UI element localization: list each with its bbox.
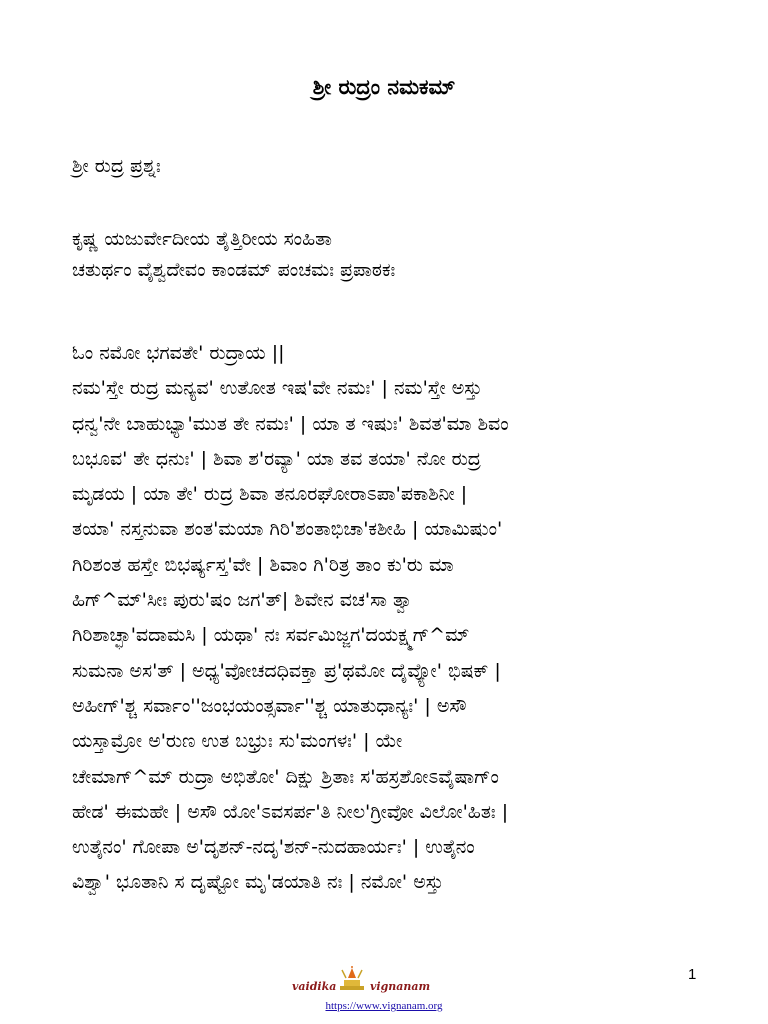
page-number: 1 xyxy=(688,966,697,983)
verse-line: ಮೃಡಯ | ಯಾ ತೇ' ರುದ್ರ ಶಿವಾ ತನೂರಘೋರಾಽಪಾ'ಪಕಾಶಿನೀ | xyxy=(72,483,468,506)
verse-line: ಗಿರಿಶಾಚ್ಛಾ'ವದಾಮಸಿ | ಯಥಾ' ನಃ ಸರ್ವಮಿಜ್ಜಗ'ದಯಕ್ಷ್ಮಗ್^ಮ್ xyxy=(72,624,470,647)
verse-line: ಧನ್ವ'ನೇ ಬಾಹುಭ್ಯಾ'ಮುತ ತೇ ನಮಃ' | ಯಾ ತ ಇಷುಃ' ಶಿವತ'ಮಾ ಶಿವಂ xyxy=(72,412,509,435)
verse-line: ಬಭೂವ' ತೇ ಧನುಃ' | ಶಿವಾ ಶ'ರವ್ಯಾ' ಯಾ ತವ ತಯಾ' ನೋ ರುದ್ರ xyxy=(72,447,481,470)
page-title: ಶ್ರೀ ರುದ್ರಂ ನಮಕಮ್ xyxy=(312,75,456,99)
lamp-logo-icon xyxy=(336,966,368,992)
verse-line: ಉತೈನಂ' ಗೋಪಾ ಅ'ದೃಶನ್-ನದೃ'ಶನ್-ನುದಹಾರ್ಯಃ' | ಉತೈನಂ xyxy=(72,836,475,859)
logo-text-right: vignanam xyxy=(370,980,431,993)
verse-line: ಚೇಮಾಗ್^ಮ್ ರುದ್ರಾ ಅಭಿತೋ' ದಿಕ್ಷು ಶ್ರಿತಾಃ ಸ'ಹಸ್ರಶೋಽವೈಷಾಗ್ಂ xyxy=(72,765,499,788)
logo-text-left: vaidika xyxy=(292,980,337,993)
verse-line: ಸುಮನಾ ಅಸ'ತ್ | ಅಧ್ಯ'ವೋಚದಧಿವಕ್ತಾ ಪ್ರ'ಥಮೋ ದೈವ್ಯೋ' ಭಿಷಕ್ | xyxy=(72,659,501,682)
verse-line: ತಯಾ' ನಸ್ತನುವಾ ಶಂತ'ಮಯಾ ಗಿರಿ'ಶಂತಾಭಿಚಾ'ಕಶೀಹಿ | ಯಾಮಿಷುಂ' xyxy=(72,518,503,541)
verse-line: ಅಹೀಗ್'ಶ್ಚ ಸರ್ವಾಂ''ಜಂಭಯಂತ್ಸರ್ವಾ''ಶ್ಚ ಯಾತುಧಾನ್ಯಃ' | ಅಸೌ xyxy=(72,694,467,717)
verse-line: ಹಿಗ್^ಮ್'ಸೀಃ ಪುರು'ಷಂ ಜಗ'ತ್| ಶಿವೇನ ವಚ'ಸಾ ತ್ವಾ xyxy=(72,589,414,612)
verse-body xyxy=(72,336,702,901)
verse-line: ನಮ'ಸ್ತೇ ರುದ್ರ ಮನ್ಯವ' ಉತೋತ ಇಷ'ವೇ ನಮಃ' | ನಮ'ಸ್ತೇ ಅಸ್ತು xyxy=(72,377,483,400)
website-link[interactable]: https://www.vignanam.org xyxy=(325,1000,443,1012)
verse-line: ವಿಶ್ವಾ' ಭೂತಾನಿ ಸ ದೃಷ್ಟೋ ಮೃ'ಡಯಾತಿ ನಃ | ನಮೋ' ಅಸ್ತು xyxy=(72,871,444,894)
verse-line: ಗಿರಿಶಂತ ಹಸ್ತೇ ಬಿಭರ್ಷ್ಯಸ್ತ'ವೇ | ಶಿವಾಂ ಗಿ'ರಿತ್ರ ತಾಂ ಕು'ರು ಮಾ xyxy=(72,553,454,576)
verse-line: ಯಸ್ತಾಮ್ರೋ ಅ'ರುಣ ಉತ ಬಭ್ರುಃ ಸು'ಮಂಗಳಃ' | ಯೇ xyxy=(72,730,403,753)
verse-line: ಹೇಡ' ಈಮಹೇ | ಅಸೌ ಯೋ'ಽವಸರ್ಪ'ತಿ ನೀಲ'ಗ್ರೀವೋ ವಿಲೋ'ಹಿತಃ | xyxy=(72,800,509,823)
source-line-2: ಚತುರ್ಥಂ ವೈಶ್ವದೇವಂ ಕಾಂಡಮ್ ಪಂಚಮಃ ಪ್ರಪಾಠಕಃ xyxy=(72,259,396,281)
section-heading: ಶ್ರೀ ರುದ್ರ ಪ್ರಶ್ನಃ xyxy=(72,155,161,177)
verse-line: ಓಂ ನಮೋ ಭಗವತೇ' ರುದ್ರಾಯ || xyxy=(72,342,285,364)
source-line-1: ಕೃಷ್ಣ ಯಜುರ್ವೇದೀಯ ತೈತ್ತಿರೀಯ ಸಂಹಿತಾ xyxy=(72,228,332,250)
